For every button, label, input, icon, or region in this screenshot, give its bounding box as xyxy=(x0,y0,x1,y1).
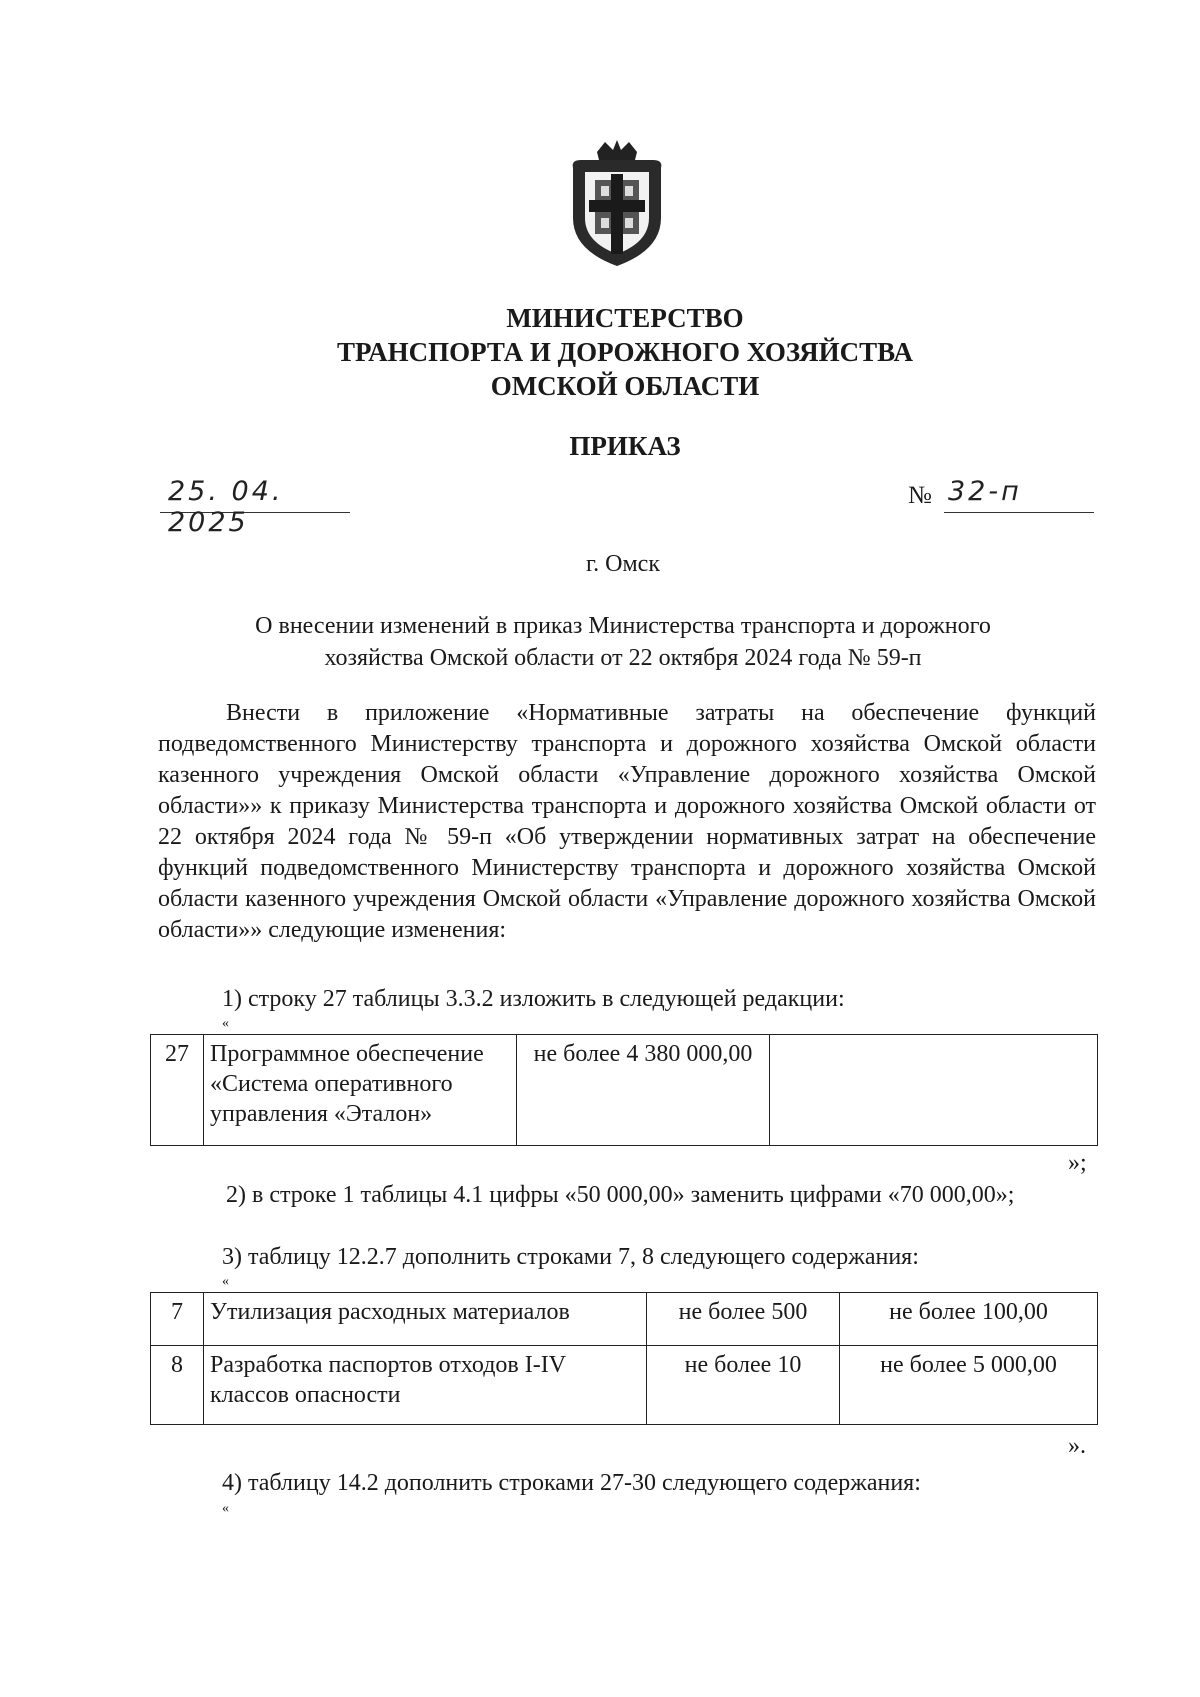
cell-price: не более 5 000,00 xyxy=(840,1346,1098,1425)
open-quote-2: « xyxy=(222,1274,229,1289)
open-quote-3: « xyxy=(222,1501,229,1516)
cell-empty xyxy=(770,1035,1098,1146)
number-label: № xyxy=(908,482,932,509)
cell-qty: не более 10 xyxy=(647,1346,840,1425)
table-3-3-2-row xyxy=(150,1034,1098,1146)
number-field xyxy=(944,476,1094,513)
cell-qty: не более 500 xyxy=(647,1293,840,1346)
table-12-2-7-rows xyxy=(150,1292,1098,1425)
intro-paragraph: Внести в приложение «Нормативные затраты на обеспечение функций подведомственного Министерству транспорта и дорожного хозяйства Омской области казенного учреждения Омской области «Управление дорожного хозяйства Омской области»» к приказу Министерства транспорта и дорожного хозяйства Омской области от 22 октября 2024 года № 59-п «Об утверждении нормативных затрат на обеспечение функций подведомственного Министерству транспорта и дорожного хозяйства Омской области казенного учреждения Омской области «Управление дорожного хозяйства Омской области»» следующие изменения: xyxy=(158,700,1096,943)
cell-num: 8 xyxy=(151,1346,204,1425)
cell-name: Программное обеспечение «Система оперативного управления «Эталон» xyxy=(204,1035,517,1146)
number-handwritten: 32-п xyxy=(948,476,1022,507)
table-row xyxy=(151,1293,1098,1346)
cell-num: 7 xyxy=(151,1293,204,1346)
item-2: 2) в строке 1 таблицы 4.1 цифры «50 000,00» заменить цифрами «70 000,00»; xyxy=(226,1182,1015,1208)
item-1: 1) строку 27 таблицы 3.3.2 изложить в следующей редакции: xyxy=(222,986,845,1012)
date-handwritten: 25. 04. 2025 xyxy=(168,476,284,538)
subject-line1: О внесении изменений в приказ Министерства транспорта и дорожного xyxy=(255,613,991,639)
cell-price: не более 100,00 xyxy=(840,1293,1098,1346)
open-quote-1: « xyxy=(222,1016,229,1031)
ministry-title-line1: МИНИСТЕРСТВО xyxy=(506,303,744,333)
city: г. Омск xyxy=(586,551,660,577)
cell-num: 27 xyxy=(151,1035,204,1146)
body-intro xyxy=(158,698,1096,946)
close-quote-2: ». xyxy=(1068,1433,1086,1459)
cell-name: Утилизация расходных материалов xyxy=(204,1293,647,1346)
item-3: 3) таблицу 12.2.7 дополнить строками 7, 8 следующего содержания: xyxy=(222,1244,919,1270)
ministry-title-line2: ТРАНСПОРТА И ДОРОЖНОГО ХОЗЯЙСТВА xyxy=(337,337,913,367)
table-row xyxy=(151,1035,1098,1146)
coat-of-arms-emblem xyxy=(565,138,670,268)
cell-name: Разработка паспортов отходов I-IV классов опасности xyxy=(204,1346,647,1425)
date-field xyxy=(160,476,350,538)
subject-line2: хозяйства Омской области от 22 октября 2024 года № 59-п xyxy=(324,645,922,671)
document-type: ПРИКАЗ xyxy=(569,431,681,461)
table-row xyxy=(151,1346,1098,1425)
cell-value: не более 4 380 000,00 xyxy=(517,1035,770,1146)
close-quote-1: »; xyxy=(1068,1150,1087,1176)
item-2-block xyxy=(158,1180,1096,1211)
item-4: 4) таблицу 14.2 дополнить строками 27-30 следующего содержания: xyxy=(222,1470,921,1496)
ministry-title-line3: ОМСКОЙ ОБЛАСТИ xyxy=(490,371,760,401)
